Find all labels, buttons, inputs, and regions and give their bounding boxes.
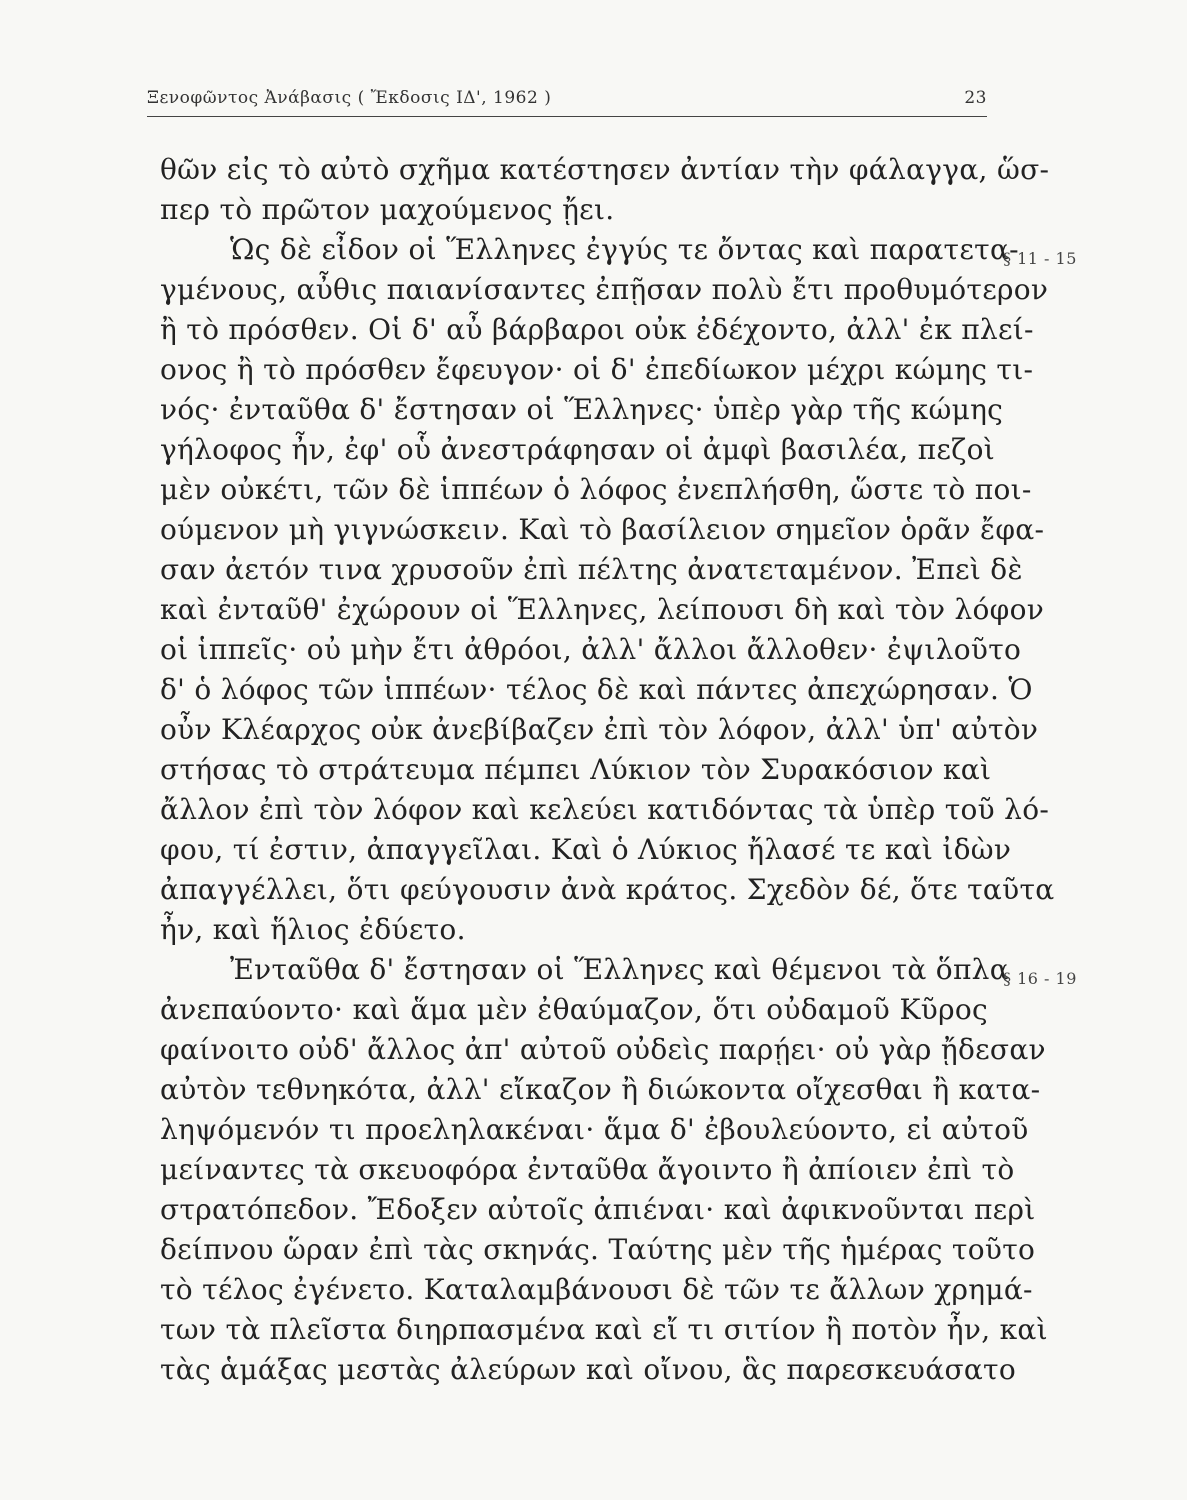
margin-note-section: § 11 - 15 bbox=[1003, 249, 1077, 268]
text-line: τὸ τέλος ἐγένετο. Καταλαμβάνουσι δὲ τῶν τε ἄλλων χρημά- bbox=[160, 1273, 1033, 1306]
text-line: στρατόπεδον. Ἔδοξεν αὐτοῖς ἀπιέναι· καὶ ἀφικνοῦνται περὶ bbox=[160, 1193, 1036, 1226]
text-line: οἱ ἱππεῖς· οὐ μὴν ἔτι ἀθρόοι, ἀλλ' ἄλλοι ἄλλοθεν· ἐψιλοῦτο bbox=[160, 633, 1022, 666]
text-line: Ὡς δὲ εἶδον οἱ Ἕλληνες ἐγγύς τε ὄντας καὶ παρατετα- bbox=[230, 233, 1019, 266]
running-head-title: Ξενοφῶντος Ἀνάβασις ( Ἔκδοσις ΙΔ', 1962 ) bbox=[147, 88, 552, 108]
text-line: δείπνου ὥραν ἐπὶ τὰς σκηνάς. Ταύτης μὲν τῆς ἡμέρας τοῦτο bbox=[160, 1233, 1036, 1266]
text-line: ἀπαγγέλλει, ὅτι φεύγουσιν ἀνὰ κράτος. Σχεδὸν δέ, ὅτε ταῦτα bbox=[160, 873, 1055, 906]
text-line: περ τὸ πρῶτον μαχούμενος ᾔει. bbox=[160, 193, 615, 226]
text-line: των τὰ πλεῖστα διηρπασμένα καὶ εἴ τι σιτίον ἢ ποτὸν ἦν, καὶ bbox=[160, 1313, 1048, 1346]
text-line: σαν ἀετόν τινα χρυσοῦν ἐπὶ πέλτης ἀνατεταμένον. Ἐπεὶ δὲ bbox=[160, 553, 1023, 586]
text-line: καὶ ἐνταῦθ' ἐχώρουν οἱ Ἕλληνες, λείπουσι δὴ καὶ τὸν λόφον bbox=[160, 593, 1045, 626]
text-line: θῶν εἰς τὸ αὐτὸ σχῆμα κατέστησεν ἀντίαν τὴν φάλαγγα, ὥσ- bbox=[160, 153, 1050, 186]
text-line: αὐτὸν τεθνηκότα, ἀλλ' εἴκαζον ἢ διώκοντα οἴχεσθαι ἢ κατα- bbox=[160, 1073, 1041, 1106]
text-line: φαίνοιτο οὐδ' ἄλλος ἀπ' αὐτοῦ οὐδεὶς παρῄει· οὐ γὰρ ᾔδεσαν bbox=[160, 1033, 1046, 1066]
running-head bbox=[147, 84, 987, 114]
text-line: μείναντες τὰ σκευοφόρα ἐνταῦθα ἄγοιντο ἢ ἀπίοιεν ἐπὶ τὸ bbox=[160, 1153, 1015, 1186]
text-line: τὰς ἁμάξας μεστὰς ἀλεύρων καὶ οἴνου, ἃς παρεσκευάσατο bbox=[160, 1353, 1017, 1386]
text-line: στήσας τὸ στράτευμα πέμπει Λύκιον τὸν Συρακόσιον καὶ bbox=[160, 753, 992, 786]
text-line: ἦν, καὶ ἥλιος ἐδύετο. bbox=[160, 913, 466, 946]
text-line: ἄλλον ἐπὶ τὸν λόφον καὶ κελεύει κατιδόντας τὰ ὑπὲρ τοῦ λό- bbox=[160, 793, 1050, 826]
text-line: οὖν Κλέαρχος οὐκ ἀνεβίβαζεν ἐπὶ τὸν λόφον, ἀλλ' ὑπ' αὐτὸν bbox=[160, 713, 1039, 746]
text-line: ἀνεπαύοντο· καὶ ἅμα μὲν ἐθαύμαζον, ὅτι οὐδαμοῦ Κῦρος bbox=[160, 993, 988, 1026]
text-line: γμένους, αὖθις παιανίσαντες ἐπῇσαν πολὺ ἔτι προθυμότερον bbox=[160, 273, 1049, 306]
text-line: ονος ἢ τὸ πρόσθεν ἔφευγον· οἱ δ' ἐπεδίωκον μέχρι κώμης τι- bbox=[160, 353, 1034, 386]
header-rule bbox=[147, 116, 987, 117]
text-line: μὲν οὐκέτι, τῶν δὲ ἱππέων ὁ λόφος ἐνεπλήσθη, ὥστε τὸ ποι- bbox=[160, 473, 1032, 506]
margin-note-section: § 16 - 19 bbox=[1003, 969, 1077, 988]
text-line: ούμενον μὴ γιγνώσκειν. Καὶ τὸ βασίλειον σημεῖον ὁρᾶν ἔφα- bbox=[160, 513, 1045, 546]
text-line: ἢ τὸ πρόσθεν. Οἱ δ' αὖ βάρβαροι οὐκ ἐδέχοντο, ἀλλ' ἐκ πλεί- bbox=[160, 313, 1034, 346]
text-line: Ἐνταῦθα δ' ἔστησαν οἱ Ἕλληνες καὶ θέμενοι τὰ ὅπλα bbox=[230, 953, 1009, 986]
text-line: γήλοφος ἦν, ἐφ' οὗ ἀνεστράφησαν οἱ ἀμφὶ βασιλέα, πεζοὶ bbox=[160, 433, 996, 466]
text-line: νός· ἐνταῦθα δ' ἔστησαν οἱ Ἕλληνες· ὑπὲρ γὰρ τῆς κώμης bbox=[160, 393, 1004, 426]
text-line: δ' ὁ λόφος τῶν ἱππέων· τέλος δὲ καὶ πάντες ἀπεχώρησαν. Ὁ bbox=[160, 673, 1033, 706]
page-number: 23 bbox=[964, 88, 987, 108]
text-line: ληψόμενόν τι προεληλακέναι· ἅμα δ' ἐβουλεύοντο, εἰ αὐτοῦ bbox=[160, 1113, 1029, 1146]
text-line: φου, τί ἐστιν, ἀπαγγεῖλαι. Καὶ ὁ Λύκιος ἤλασέ τε καὶ ἰδὼν bbox=[160, 833, 1012, 866]
